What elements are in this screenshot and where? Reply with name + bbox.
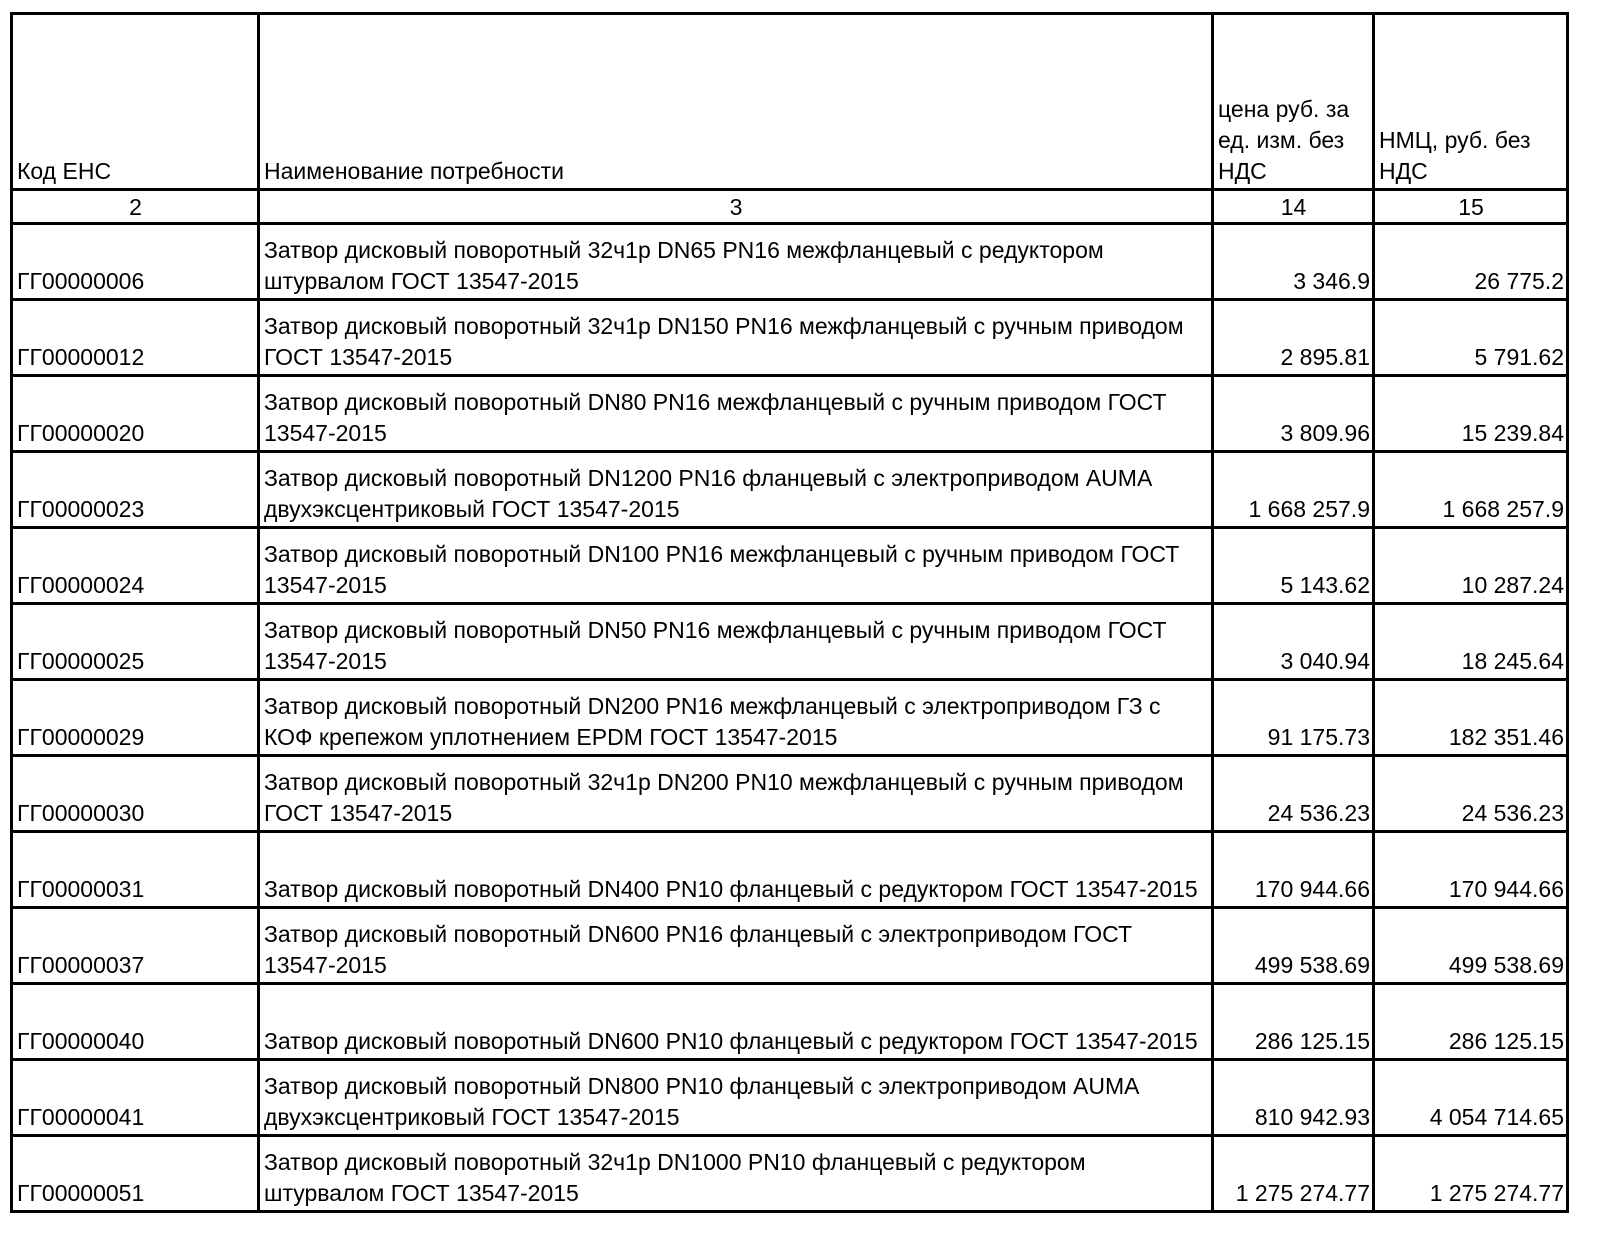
cell-code: ГГ00000023	[12, 452, 259, 528]
cell-name: Затвор дисковый поворотный DN400 PN10 фланцевый с редуктором ГОСТ 13547-2015	[259, 832, 1213, 908]
cell-price: 24 536.23	[1213, 756, 1374, 832]
cell-nmc: 170 944.66	[1374, 832, 1568, 908]
header-code: Код ЕНС	[12, 14, 259, 190]
page-bottom-edge	[0, 1222, 1606, 1254]
cell-price: 3 809.96	[1213, 376, 1374, 452]
cell-name: Затвор дисковый поворотный DN800 PN10 фланцевый с электроприводом AUMA двухэксцентриковый ГОСТ 13547-2015	[259, 1060, 1213, 1136]
cell-code: ГГ00000029	[12, 680, 259, 756]
column-number: 3	[259, 190, 1213, 224]
table-row	[12, 908, 1568, 984]
cell-name: Затвор дисковый поворотный DN1200 PN16 фланцевый с электроприводом AUMA двухэксцентриковый ГОСТ 13547-2015	[259, 452, 1213, 528]
table-row	[12, 224, 1568, 300]
header-name: Наименование потребности	[259, 14, 1213, 190]
table-row	[12, 984, 1568, 1060]
table-row	[12, 604, 1568, 680]
cell-name: Затвор дисковый поворотный DN600 PN10 фланцевый с редуктором ГОСТ 13547-2015	[259, 984, 1213, 1060]
cell-name: Затвор дисковый поворотный DN80 PN16 межфланцевый с ручным приводом ГОСТ 13547-2015	[259, 376, 1213, 452]
table-row	[12, 680, 1568, 756]
column-number: 14	[1213, 190, 1374, 224]
header-price: цена руб. за ед. изм. без НДС	[1213, 14, 1374, 190]
column-number: 15	[1374, 190, 1568, 224]
cell-code: ГГ00000040	[12, 984, 259, 1060]
cell-code: ГГ00000041	[12, 1060, 259, 1136]
cell-nmc: 499 538.69	[1374, 908, 1568, 984]
table-row	[12, 832, 1568, 908]
cell-nmc: 26 775.2	[1374, 224, 1568, 300]
header-nmc: НМЦ, руб. без НДС	[1374, 14, 1568, 190]
table-row	[12, 376, 1568, 452]
cell-price: 499 538.69	[1213, 908, 1374, 984]
cell-price: 3 040.94	[1213, 604, 1374, 680]
table-row	[12, 756, 1568, 832]
cell-nmc: 10 287.24	[1374, 528, 1568, 604]
cell-name: Затвор дисковый поворотный DN50 PN16 межфланцевый с ручным приводом ГОСТ 13547-2015	[259, 604, 1213, 680]
cell-name: Затвор дисковый поворотный 32ч1р DN200 PN10 межфланцевый с ручным приводом ГОСТ 13547-2015	[259, 756, 1213, 832]
cell-name: Затвор дисковый поворотный DN100 PN16 межфланцевый с ручным приводом ГОСТ 13547-2015	[259, 528, 1213, 604]
cell-nmc: 4 054 714.65	[1374, 1060, 1568, 1136]
cell-code: ГГ00000006	[12, 224, 259, 300]
spreadsheet	[10, 12, 1569, 1213]
cell-name: Затвор дисковый поворотный DN200 PN16 межфланцевый с электроприводом ГЗ с КОФ крепежом уплотнением EPDM ГОСТ 13547-2015	[259, 680, 1213, 756]
cell-nmc: 5 791.62	[1374, 300, 1568, 376]
cell-nmc: 18 245.64	[1374, 604, 1568, 680]
cell-price: 91 175.73	[1213, 680, 1374, 756]
cell-code: ГГ00000020	[12, 376, 259, 452]
cell-name: Затвор дисковый поворотный 32ч1р DN1000 PN10 фланцевый с редуктором штурвалом ГОСТ 13547-2015	[259, 1136, 1213, 1212]
cell-nmc: 1 668 257.9	[1374, 452, 1568, 528]
cell-price: 1 275 274.77	[1213, 1136, 1374, 1212]
cell-nmc: 15 239.84	[1374, 376, 1568, 452]
table-row	[12, 1060, 1568, 1136]
table-row	[12, 300, 1568, 376]
cell-code: ГГ00000051	[12, 1136, 259, 1212]
table-row	[12, 452, 1568, 528]
cell-code: ГГ00000012	[12, 300, 259, 376]
column-number: 2	[12, 190, 259, 224]
cell-nmc: 286 125.15	[1374, 984, 1568, 1060]
column-number-row	[12, 190, 1568, 224]
table-row	[12, 1136, 1568, 1212]
cell-price: 286 125.15	[1213, 984, 1374, 1060]
needs-table	[10, 12, 1569, 1213]
cell-code: ГГ00000037	[12, 908, 259, 984]
cell-price: 2 895.81	[1213, 300, 1374, 376]
cell-price: 810 942.93	[1213, 1060, 1374, 1136]
cell-code: ГГ00000030	[12, 756, 259, 832]
header-row	[12, 14, 1568, 190]
cell-name: Затвор дисковый поворотный DN600 PN16 фланцевый с электроприводом ГОСТ 13547-2015	[259, 908, 1213, 984]
cell-price: 1 668 257.9	[1213, 452, 1374, 528]
cell-code: ГГ00000025	[12, 604, 259, 680]
cell-code: ГГ00000024	[12, 528, 259, 604]
cell-price: 5 143.62	[1213, 528, 1374, 604]
cell-code: ГГ00000031	[12, 832, 259, 908]
cell-nmc: 24 536.23	[1374, 756, 1568, 832]
cell-name: Затвор дисковый поворотный 32ч1р DN150 PN16 межфланцевый с ручным приводом ГОСТ 13547-2015	[259, 300, 1213, 376]
table-row	[12, 528, 1568, 604]
cell-price: 3 346.9	[1213, 224, 1374, 300]
cell-price: 170 944.66	[1213, 832, 1374, 908]
cell-nmc: 182 351.46	[1374, 680, 1568, 756]
cell-nmc: 1 275 274.77	[1374, 1136, 1568, 1212]
table-body	[12, 224, 1568, 1212]
cell-name: Затвор дисковый поворотный 32ч1р DN65 PN16 межфланцевый с редуктором штурвалом ГОСТ 13547-2015	[259, 224, 1213, 300]
